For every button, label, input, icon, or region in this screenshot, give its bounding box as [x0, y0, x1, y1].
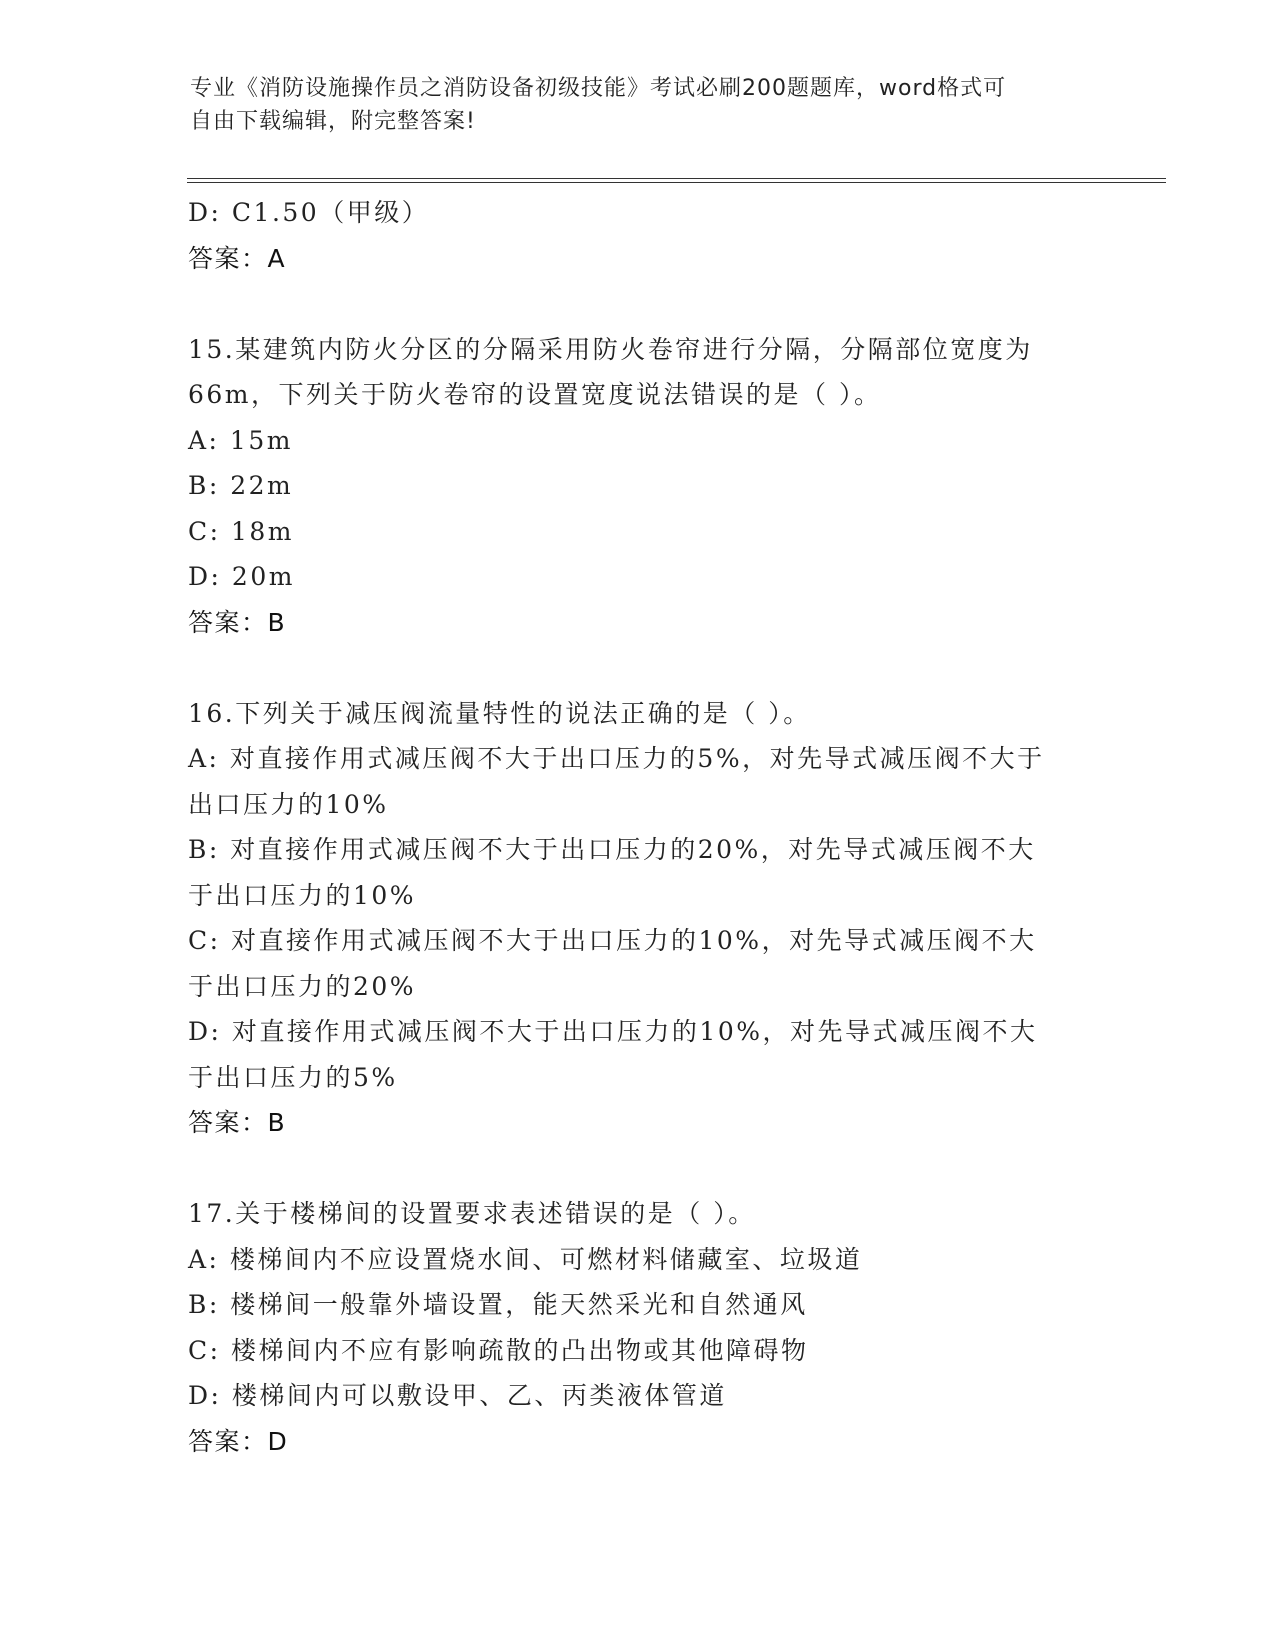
- option-d: D: 楼梯间内可以敷设甲、乙、丙类液体管道: [188, 1381, 727, 1410]
- answer-line: 答案：B: [188, 1108, 287, 1137]
- option-d: D: 对直接作用式减压阀不大于出口压力的10%，对先导式减压阀不大: [188, 1017, 1038, 1046]
- header-title-line-1: 专业《消防设施操作员之消防设备初级技能》考试必刷200题题库，word格式可: [190, 76, 1007, 101]
- previous-question-tail: [188, 190, 1088, 281]
- question-stem: 17.关于楼梯间的设置要求表述错误的是（ ）。: [188, 1199, 756, 1228]
- option-b: B: 22m: [188, 471, 294, 500]
- option-d-continued: 于出口压力的5%: [188, 1062, 398, 1092]
- option-d: D: C1.50（甲级）: [188, 198, 430, 227]
- option-b: B: 对直接作用式减压阀不大于出口压力的20%，对先导式减压阀不大: [188, 835, 1036, 864]
- option-b: B: 楼梯间一般靠外墙设置，能天然采光和自然通风: [188, 1290, 808, 1319]
- question-list: [188, 190, 1088, 1464]
- question-17: [188, 1191, 1088, 1464]
- answer-line: 答案：A: [188, 243, 287, 273]
- question-stem: 16.下列关于减压阀流量特性的说法正确的是（ ）。: [188, 698, 811, 728]
- option-c: C: 楼梯间内不应有影响疏散的凸出物或其他障碍物: [188, 1335, 809, 1365]
- question-15: [188, 327, 1088, 646]
- header-divider-top: [187, 178, 1166, 179]
- option-c: C: 对直接作用式减压阀不大于出口压力的10%，对先导式减压阀不大: [188, 926, 1037, 955]
- option-a: A: 楼梯间内不应设置烧水间、可燃材料储藏室、垃圾道: [188, 1244, 863, 1274]
- option-a: A: 对直接作用式减压阀不大于出口压力的5%，对先导式减压阀不大于: [188, 744, 1045, 773]
- header-title-line-2: 自由下载编辑，附完整答案!: [190, 109, 476, 134]
- question-16: [188, 691, 1088, 1146]
- option-a-continued: 出口压力的10%: [188, 789, 389, 819]
- spacer: [188, 281, 1088, 327]
- option-c-continued: 于出口压力的20%: [188, 971, 417, 1001]
- answer-line: 答案：D: [188, 1426, 289, 1456]
- answer-line: 答案：B: [188, 607, 287, 637]
- spacer: [188, 1146, 1088, 1192]
- option-c: C: 18m: [188, 516, 295, 546]
- option-a: A: 15m: [188, 425, 293, 455]
- document-header: [190, 72, 1090, 138]
- spacer: [188, 645, 1088, 691]
- option-d: D: 20m: [188, 562, 295, 591]
- option-b-continued: 于出口压力的10%: [188, 880, 417, 910]
- header-divider-bottom: [187, 182, 1166, 183]
- question-stem-continued: 66m，下列关于防火卷帘的设置宽度说法错误的是（ ）。: [188, 380, 882, 409]
- question-stem: 15.某建筑内防火分区的分隔采用防火卷帘进行分隔，分隔部位宽度为: [188, 334, 1033, 364]
